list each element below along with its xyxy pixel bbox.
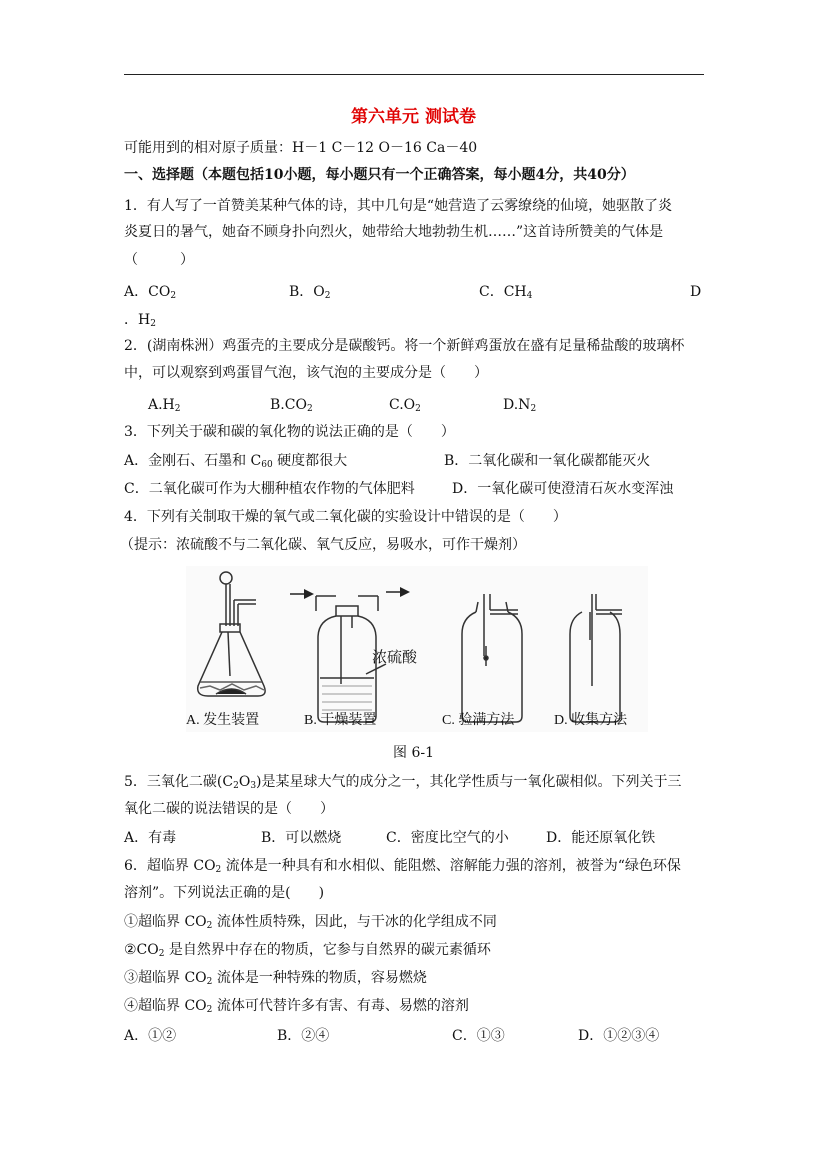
q1-option-c: C．$CH_4$ — [479, 284, 533, 301]
q5-stem-line2: 氧化二碳的说法错误的是（ ） — [124, 801, 334, 817]
generator-apparatus — [198, 572, 265, 696]
q1-option-d-tail: ．$H_2$ — [124, 312, 156, 329]
q2-option-c: $C.O_2$ — [389, 397, 421, 414]
q6-statement-2: $②CO_2$ 是自然界中存在的物质，它参与自然界的碳元素循环 — [124, 942, 491, 959]
q5-option-c: C．密度比空气的小 — [386, 830, 509, 846]
label-a: A. 发生装置 — [186, 713, 260, 728]
q1-option-a: A．$CO_2$ — [124, 284, 177, 301]
q2-stem-line1: 2．(湖南株洲）鸡蛋壳的主要成分是碳酸钙。将一个新鲜鸡蛋放在盛有足量稀盐酸的玻璃杯 — [124, 338, 685, 354]
q3-option-a: A．金刚石、石墨和 $C_{60}$ 硬度都很大 — [124, 453, 348, 470]
q1-option-b: B．$O_2$ — [289, 284, 331, 301]
q2-option-b: $B.CO_2$ — [270, 397, 313, 414]
label-d: D. 收集方法 — [554, 713, 628, 728]
q3-option-c: C．二氧化碳可作为大棚种植农作物的气体肥料 — [124, 481, 415, 497]
q6-stem-line1: 6．超临界 $CO_2$ 流体是一种具有和水相似、能阻燃、溶解能力强的溶剂，被誉为“绿色环保 — [124, 858, 681, 875]
test-full-bottle — [462, 594, 522, 722]
q4-hint: （提示：浓硫酸不与二氧化碳、氧气反应，易吸水，可作干燥剂） — [120, 537, 526, 553]
q6-option-d: D．①②③④ — [578, 1028, 660, 1044]
q1-stem-line3: （ ） — [124, 252, 194, 268]
section-heading: 一、选择题（本题包括10小题，每小题只有一个正确答案，每小题4分，共40分） — [124, 167, 635, 183]
q5-stem-line1: 5．三氧化二碳$(C_2O_3)$是某星球大气的成分之一，其化学性质与一氧化碳相似。下列关于三 — [124, 774, 682, 791]
q2-option-a: $A.H_2$ — [148, 397, 181, 414]
q6-stem-line2: 溶剂”。下列说法正确的是( ) — [124, 885, 325, 901]
q5-option-a: A．有毒 — [124, 830, 177, 846]
header-rule — [124, 74, 704, 75]
q4-stem: 4．下列有关制取干燥的氧气或二氧化碳的实验设计中错误的是（ ） — [124, 509, 567, 525]
q5-option-d: D．能还原氧化铁 — [546, 830, 656, 846]
acid-label: 浓硫酸 — [372, 650, 418, 666]
q1-stem-line2: 炎夏日的暑气，她奋不顾身扑向烈火，她带给大地勃勃生机……”这首诗所赞美的气体是 — [124, 224, 664, 240]
collection-bottle — [570, 594, 622, 722]
q2-stem-line2: 中，可以观察到鸡蛋冒气泡，该气泡的主要成分是（ ） — [124, 365, 488, 381]
figure-caption: 图 6-1 — [393, 745, 434, 761]
page-title: 第六单元 测试卷 — [351, 107, 476, 127]
label-c: C. 验满方法 — [442, 713, 515, 728]
q1-option-d-head: D — [690, 284, 702, 300]
q3-option-d: D．一氧化碳可使澄清石灰水变浑浊 — [452, 481, 674, 497]
q6-statement-3: ③超临界 $CO_2$ 流体是一种特殊的物质，容易燃烧 — [124, 970, 427, 987]
q1-stem-line1: 1．有人写了一首赞美某种气体的诗，其中几句是“她营造了云雾缭绕的仙境，她驱散了炎 — [124, 198, 673, 214]
q6-statement-1: ①超临界 $CO_2$ 流体性质特殊，因此，与干冰的化学组成不同 — [124, 914, 497, 931]
apparatus-figure — [186, 566, 648, 732]
q3-option-b: B．二氧化碳和一氧化碳都能灭火 — [444, 453, 651, 469]
q6-option-b: B．②④ — [277, 1028, 330, 1044]
label-b: B. 干燥装置 — [304, 713, 377, 728]
atomic-masses: 可能用到的相对原子质量：H－1 C－12 O－16 Ca－40 — [124, 140, 478, 156]
q6-statement-4: ④超临界 $CO_2$ 流体可代替许多有害、有毒、易燃的溶剂 — [124, 998, 469, 1015]
q6-option-a: A．①② — [124, 1028, 177, 1044]
q6-option-c: C．①③ — [452, 1028, 505, 1044]
q3-stem: 3．下列关于碳和碳的氧化物的说法正确的是（ ） — [124, 424, 455, 440]
q2-option-d: $D.N_2$ — [503, 397, 537, 414]
q5-option-b: B．可以燃烧 — [261, 830, 342, 846]
